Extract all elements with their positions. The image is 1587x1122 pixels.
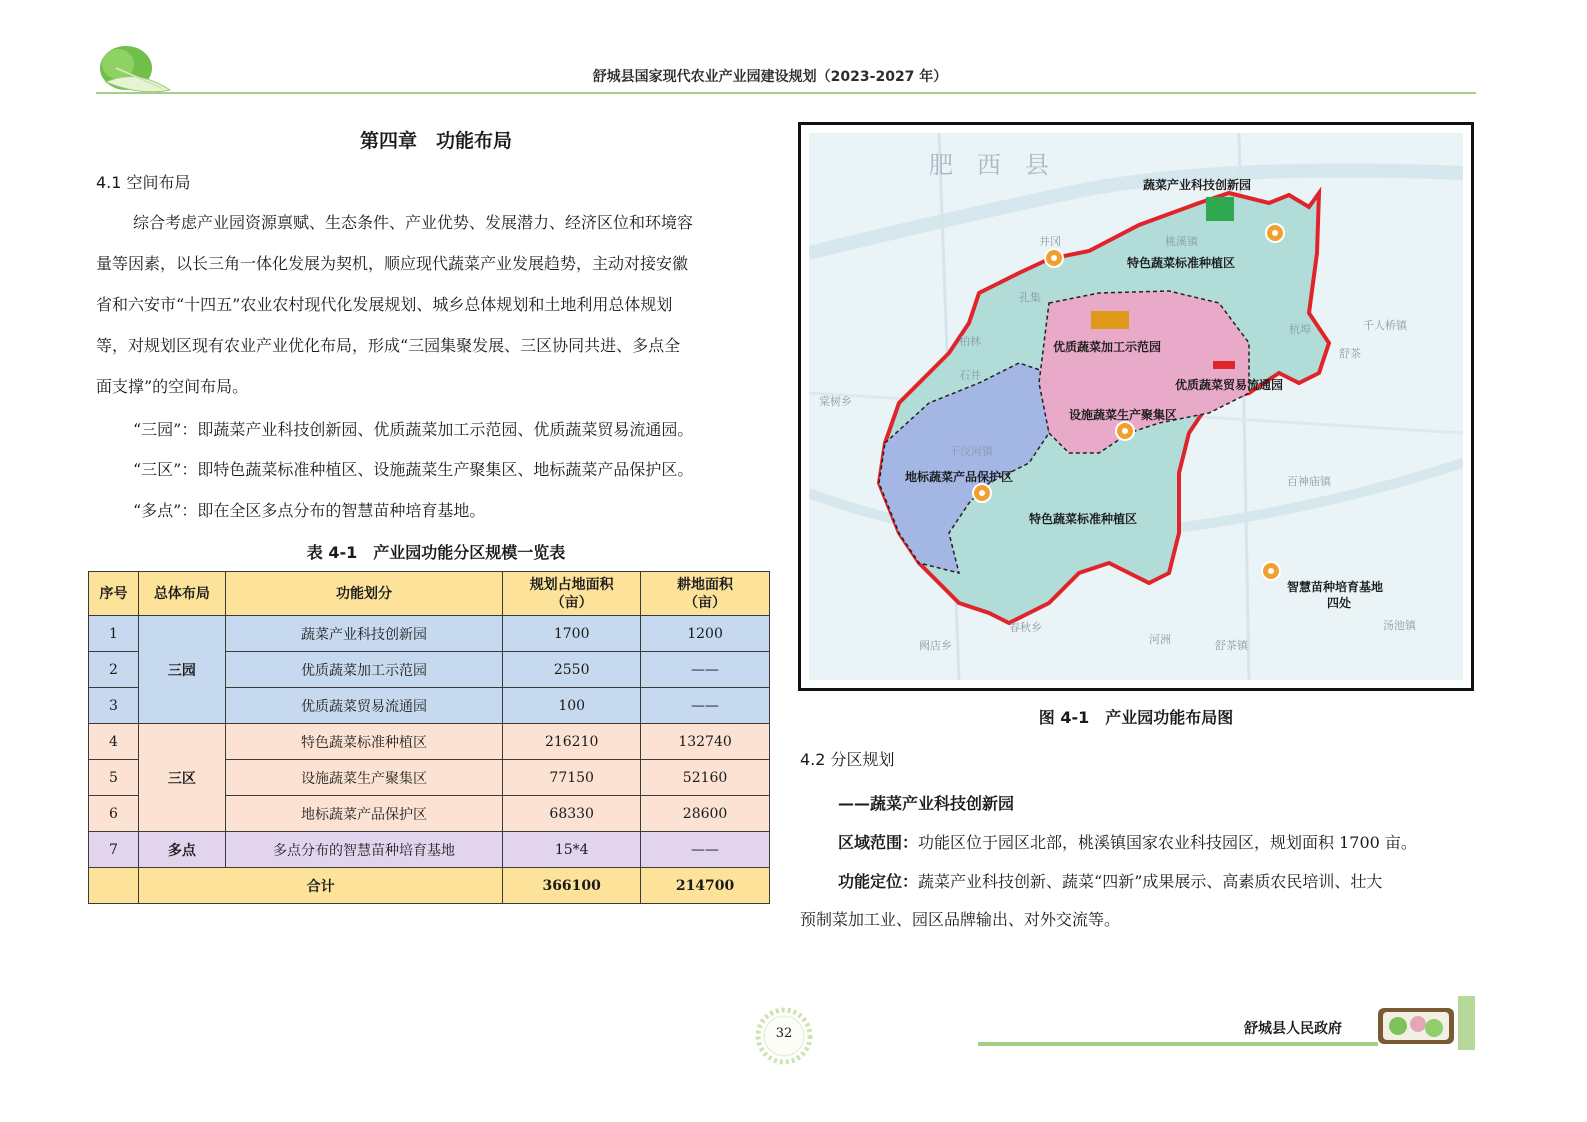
paragraph-line: 省和六安市“十四五”农业农村现代化发展规划、城乡总体规划和土地利用总体规划: [96, 295, 673, 314]
function-line-2: 预制菜加工业、园区品牌输出、对外交流等。: [800, 910, 1121, 929]
place-label: 舒茶: [1339, 347, 1361, 360]
header-divider: [96, 92, 1476, 94]
seed-base-pin: [1262, 562, 1280, 580]
place-label: 春秋乡: [1009, 621, 1042, 634]
cell-name: 地标蔬菜产品保护区: [225, 796, 502, 832]
table-header-row: [89, 572, 770, 616]
place-label: 河洲: [1149, 633, 1171, 646]
range-label: 区域范围：: [838, 833, 919, 852]
place-label: 千人桥镇: [1363, 319, 1407, 332]
seed-base-pin: [1116, 422, 1134, 440]
place-label: 舒茶镇: [1215, 639, 1248, 652]
header-no: 序号: [89, 572, 139, 616]
cell-name: 优质蔬菜加工示范园: [225, 652, 502, 688]
cell-name: 蔬菜产业科技创新园: [225, 616, 502, 652]
cell-no: 3: [89, 688, 139, 724]
cell-no: 4: [89, 724, 139, 760]
label-seed-base-count: 四处: [1327, 596, 1352, 610]
cell-plan: 15*4: [503, 832, 641, 868]
cell-farm: ——: [641, 652, 770, 688]
range-text: 功能区位于园区北部，桃溪镇国家农业科技园区，规划面积 1700 亩。: [918, 833, 1417, 852]
figure-caption: 图 4-1 产业园功能布局图: [1038, 708, 1234, 727]
section-heading-4-1: 4.1 空间布局: [96, 173, 191, 192]
place-label: 干汊河镇: [949, 445, 993, 458]
label-seed-base: 智慧苗种培育基地: [1287, 580, 1384, 594]
function-zone-table: [88, 571, 770, 904]
cell-plan: 1700: [503, 616, 641, 652]
chapter-title: 第四章 功能布局: [359, 130, 512, 152]
seed-base-pin: [1045, 249, 1063, 267]
place-label: 柏林: [959, 335, 981, 348]
tech-park: [1206, 197, 1234, 221]
cell-name: 特色蔬菜标准种植区: [225, 724, 502, 760]
table-row: [89, 832, 770, 868]
layout-map: [809, 133, 1463, 680]
cell-farm: ——: [641, 832, 770, 868]
place-label: 井冈: [1039, 235, 1061, 248]
cell-farm: ——: [641, 688, 770, 724]
place-label: 石井: [959, 369, 981, 382]
cell-plan: 2550: [503, 652, 641, 688]
table-row: [89, 724, 770, 760]
multi-points-text: “多点”：即在全区多点分布的智慧苗种培育基地。: [133, 501, 486, 520]
cell-no: 6: [89, 796, 139, 832]
function-label: 功能定位：: [838, 872, 919, 891]
label-processing: 优质蔬菜加工示范园: [1053, 340, 1162, 354]
place-label: 汤池镇: [1383, 619, 1416, 632]
three-parks-text: “三园”：即蔬菜产业科技创新园、优质蔬菜加工示范园、优质蔬菜贸易流通园。: [133, 420, 694, 439]
header-layout: 总体布局: [138, 572, 225, 616]
cell-no: 5: [89, 760, 139, 796]
place-label: 杭埠: [1289, 323, 1311, 336]
cell-no: 2: [89, 652, 139, 688]
cell-plan: 77150: [503, 760, 641, 796]
cell-plan: 216210: [503, 724, 641, 760]
group-points: 多点: [138, 832, 225, 868]
header-farm-area: 耕地面积 （亩）: [641, 572, 770, 616]
footer-org: 舒城县人民政府: [1244, 1021, 1342, 1037]
paragraph-line: 量等因素，以长三角一体化发展为契机，顺应现代蔬菜产业发展趋势，主动对接安徽: [96, 254, 689, 273]
label-trade: 优质蔬菜贸易流通园: [1175, 378, 1284, 392]
label-std-north: 特色蔬菜标准种植区: [1127, 256, 1236, 270]
cell-name: 优质蔬菜贸易流通园: [225, 688, 502, 724]
cell-plan: 68330: [503, 796, 641, 832]
header-plan-area: 规划占地面积 （亩）: [503, 572, 641, 616]
cabbage-logo: [96, 38, 174, 96]
group-parks: 三园: [138, 616, 225, 724]
table-row: [89, 616, 770, 652]
vegetable-tray-icon: [1376, 1004, 1456, 1046]
footer-divider: [978, 1042, 1378, 1046]
cell-name: 多点分布的智慧苗种培育基地: [225, 832, 502, 868]
label-tech-park: 蔬菜产业科技创新园: [1143, 178, 1252, 192]
map-svg: [809, 133, 1463, 680]
subsection-title: ——蔬菜产业科技创新园: [838, 794, 1015, 813]
table-total-row: [89, 868, 770, 904]
processing-park: [1091, 311, 1129, 329]
place-label: 棠树乡: [819, 395, 852, 408]
paragraph-line: 面支撑”的空间布局。: [96, 377, 249, 396]
header-title: 舒城县国家现代农业产业园建设规划（2023-2027 年）: [592, 69, 948, 85]
seed-base-pin: [973, 484, 991, 502]
cell-plan: 100: [503, 688, 641, 724]
function-text: 蔬菜产业科技创新、蔬菜“四新”成果展示、高素质农民培训、壮大: [918, 872, 1383, 891]
cell-farm: 132740: [641, 724, 770, 760]
label-landmark: 地标蔬菜产品保护区: [905, 470, 1014, 484]
header-function: 功能划分: [225, 572, 502, 616]
trade-park: [1213, 361, 1235, 369]
group-zones: 三区: [138, 724, 225, 832]
paragraph-line: 等，对规划区现有农业产业优化布局，形成“三园集聚发展、三区协同共进、多点全: [96, 336, 681, 355]
section-heading-4-2: 4.2 分区规划: [800, 750, 895, 769]
county-label: 肥 西 县: [929, 151, 1049, 179]
page-number: 32: [775, 1026, 793, 1041]
cell-farm: 52160: [641, 760, 770, 796]
footer-accent-bar: [1458, 996, 1475, 1050]
cell-empty: [89, 868, 139, 904]
cell-name: 设施蔬菜生产聚集区: [225, 760, 502, 796]
layout-map-frame: [798, 122, 1474, 691]
total-label: 合计: [138, 868, 502, 904]
label-facility: 设施蔬菜生产聚集区: [1069, 408, 1178, 422]
place-label: 阙店乡: [919, 639, 952, 652]
cell-farm: 1200: [641, 616, 770, 652]
place-label: 孔集: [1019, 291, 1041, 304]
range-line: [838, 830, 1417, 853]
paragraph-line: 综合考虑产业园资源禀赋、生态条件、产业优势、发展潜力、经济区位和环境容: [133, 213, 694, 232]
label-std-south: 特色蔬菜标准种植区: [1029, 512, 1138, 526]
cell-farm: 28600: [641, 796, 770, 832]
total-plan: 366100: [503, 868, 641, 904]
function-line: [838, 869, 1382, 892]
cell-no: 7: [89, 832, 139, 868]
table-caption: 表 4-1 产业园功能分区规模一览表: [306, 543, 566, 562]
cell-no: 1: [89, 616, 139, 652]
place-label: 桃溪镇: [1165, 235, 1198, 248]
three-zones-text: “三区”：即特色蔬菜标准种植区、设施蔬菜生产聚集区、地标蔬菜产品保护区。: [133, 460, 694, 479]
total-farm: 214700: [641, 868, 770, 904]
place-label: 百神庙镇: [1287, 475, 1331, 488]
seed-base-pin: [1266, 224, 1284, 242]
